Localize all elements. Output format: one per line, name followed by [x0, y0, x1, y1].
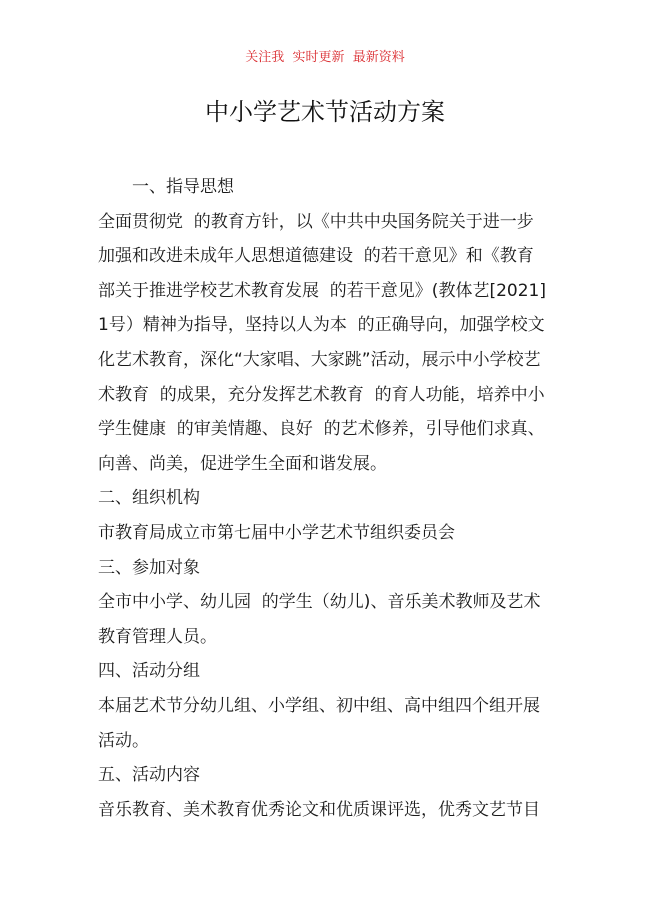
paragraph-line: 全面贯彻党 的教育方针，以《中共中央国务院关于进一步 [98, 211, 534, 232]
document-body [98, 170, 578, 827]
paragraph-line: 活动。 [98, 730, 149, 751]
section-heading-organization: 二、组织机构 [98, 488, 200, 509]
paragraph-line: 化艺术教育，深化“大家唱、大家跳”活动，展示中小学校艺 [98, 349, 541, 370]
paragraph-line: 市教育局成立市第七届中小学艺术节组织委员会 [98, 522, 455, 543]
section-heading-activity-content: 五、活动内容 [98, 765, 200, 786]
section-heading-participants: 三、参加对象 [98, 557, 200, 578]
paragraph-line: 教育管理人员。 [98, 626, 217, 647]
paragraph-line: 1号）精神为指导，坚持以人为本 的正确导向，加强学校文 [98, 315, 545, 336]
paragraph-line: 加强和改进未成年人思想道德建设 的若干意见》和《教育 [98, 246, 534, 267]
section-heading-activity-groups: 四、活动分组 [98, 661, 200, 682]
paragraph-line: 全市中小学、幼儿园 的学生（幼儿)、音乐美术教师及艺术 [98, 592, 541, 613]
paragraph-line: 向善、尚美，促进学生全面和谐发展。 [98, 453, 387, 474]
paragraph-line: 学生健康 的审美情趣、良好 的艺术修养，引导他们求真、 [98, 419, 545, 440]
paragraph-line: 术教育 的成果，充分发挥艺术教育 的育人功能，培养中小 [98, 384, 545, 405]
document-title: 中小学艺术节活动方案 [205, 98, 445, 126]
promo-banner: 关注我 实时更新 最新资料 [245, 50, 405, 65]
paragraph-line: 本届艺术节分幼儿组、小学组、初中组、高中组四个组开展 [98, 695, 540, 716]
paragraph-line: 音乐教育、美术教育优秀论文和优质课评选，优秀文艺节目 [98, 799, 540, 820]
paragraph-line: 部关于推进学校艺术教育发展 的若干意见》(教体艺[2021] [98, 280, 546, 301]
section-heading-guiding-ideology: 一、指导思想 [132, 177, 234, 197]
